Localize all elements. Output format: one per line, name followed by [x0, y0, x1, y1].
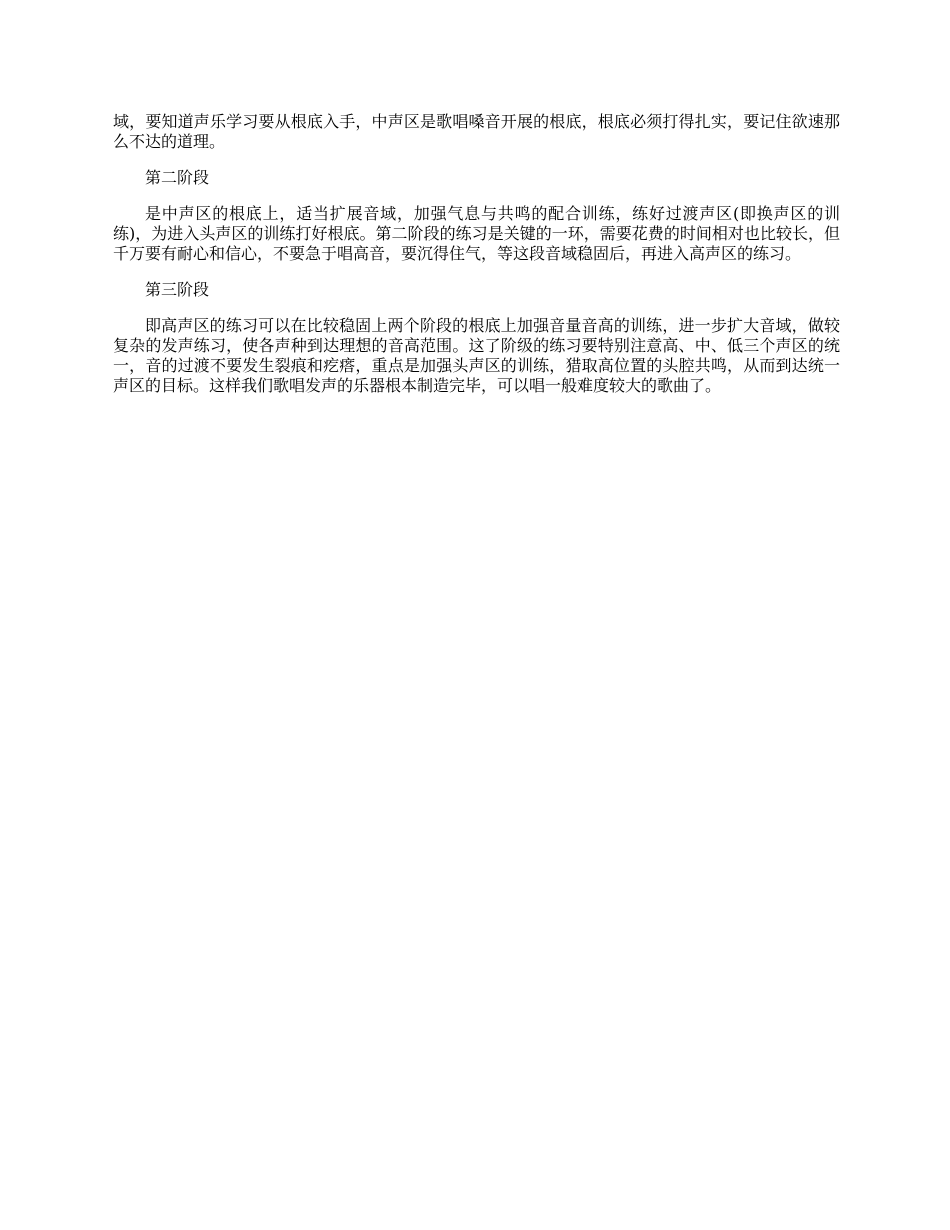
document-page: [113, 112, 840, 396]
paragraph-spacing: [113, 152, 840, 168]
paragraph-spacing: [113, 188, 840, 204]
paragraph-stage-three: 即高声区的练习可以在比较稳固上两个阶段的根底上加强音量音高的训练，进一步扩大音域，做较复杂的发声练习，使各声种到达理想的音高范围。这了阶级的练习要特别注意高、中、低三个声区的统一，音的过渡不要发生裂痕和疙瘩，重点是加强头声区的训练，猎取高位置的头腔共鸣，从而到达统一声区的目标。这样我们歌唱发声的乐器根本制造完毕，可以唱一般难度较大的歌曲了。: [113, 316, 840, 395]
paragraph-continued: 域，要知道声乐学习要从根底入手，中声区是歌唱嗓音开展的根底，根底必须打得扎实，要记住欲速那么不达的道理。: [113, 112, 840, 151]
paragraph-stage-two: 是中声区的根底上，适当扩展音域，加强气息与共鸣的配合训练，练好过渡声区(即换声区的训练)，为进入头声区的训练打好根底。第二阶段的练习是关键的一环，需要花费的时间相对也比较长，但千万要有耐心和信心，不要急于唱高音，要沉得住气，等这段音域稳固后，再进入高声区的练习。: [113, 204, 840, 263]
section-heading-stage-two: 第二阶段: [145, 168, 210, 187]
paragraph-spacing: [113, 300, 840, 316]
paragraph-spacing: [113, 264, 840, 280]
section-heading-stage-three: 第三阶段: [145, 280, 210, 299]
